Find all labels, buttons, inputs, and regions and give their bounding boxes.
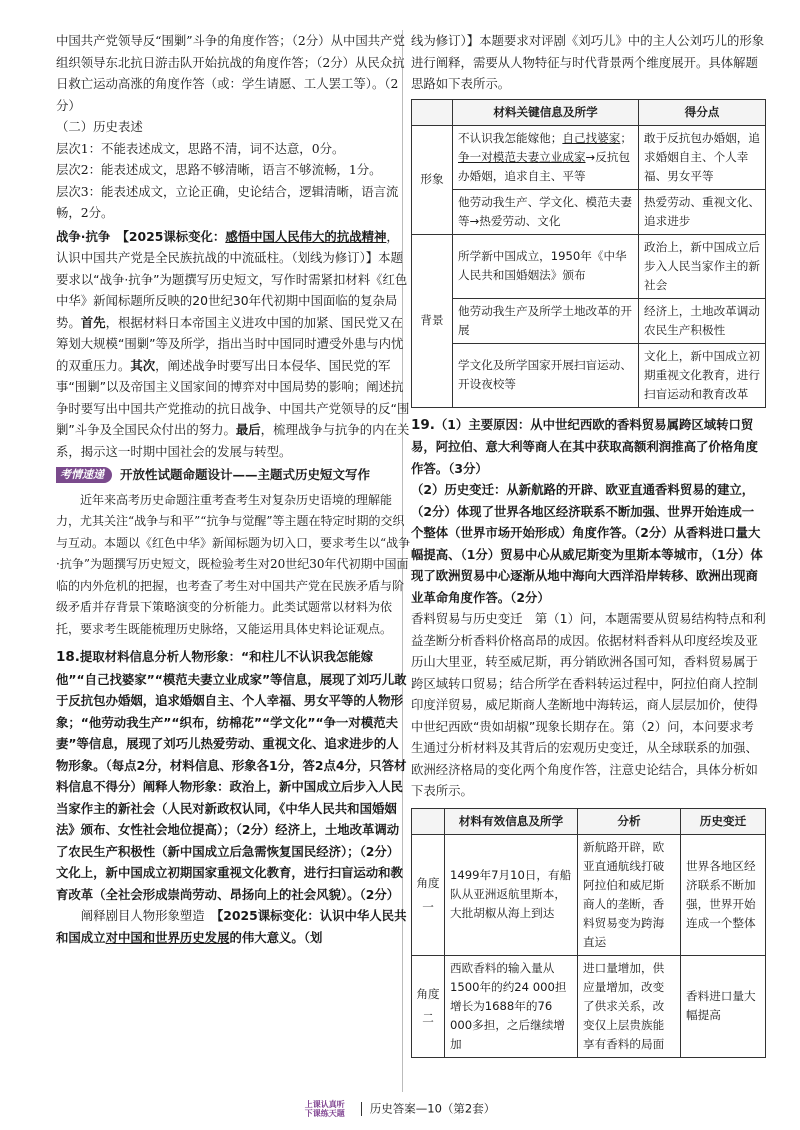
q19-analysis-text: 第（1）问，本题需要从贸易结构特点和利益垄断分析香料价格高昂的成因。依据材料香料从印度经埃及亚历山大里亚，转至威尼斯，再分销欧洲各国可知，香料贸易属于跨区域转口贸易；结合所学在香料转运过程中，阿拉伯商人控制印度洋贸易，威尼斯商人垄断地中海转运，商人层层加价，使得中世纪西欧“贵如胡椒”现象长期存在。第（2）问，本问要求考生通过分析材料及其背后的宏观历史变迁，从全球联系的加强、欧洲经济格局的变化两个角度作答，注意史论结合，具体分析如下表所示。 [411,611,766,798]
war-body-3: ，阐述战争时要写出日本侵华、国民党的军事“围剿”以及帝国主义国家间的博弈对中国局势的影响；阐述抗争时要写出中国共产党推动的抗日战争、中国共产党领导的反“围剿”斗争及全国民众付出的努力。 [56,357,410,437]
table-cell: 香料进口量大幅提高 [681,955,766,1057]
q19-part1-text: （1）主要原因：从中世纪西欧的香料贸易属跨区域转口贸易，阿拉伯、意大利等商人在其中获取高额利润推高了价格角度作答。（3分） [411,416,758,476]
table-row [412,125,766,189]
q19-number: 19. [411,416,435,433]
table-header-score: 得分点 [639,99,766,125]
cell-underline: 自己找婆家 [562,130,621,145]
cell-text: 不认识我怎能嫁他； [458,130,563,145]
logo-line-1: 上课认真听 [304,1100,345,1109]
table-cell: 进口量增加，供应量增加，改变了供求关系，改变仅上层贵族能享有香料的局面 [578,955,681,1057]
war-body-2: ，根据材料日本帝国主义进攻中国的加紧、国民党又在筹划大规模“围剿”等及所学，指出当时中国同时遭受外患与内忧的双重压力。 [56,314,404,373]
war-analysis [56,226,411,463]
q18-answer [56,646,411,905]
war-title: 战争·抗争 [56,228,111,244]
brand-logo [305,1100,345,1118]
table-cell: 西欧香料的输入量从1500年的约24 000担增长为1688年的76 000多担，之后继续增加 [445,955,578,1057]
table-header-change: 历史变迁 [681,808,766,834]
table-cell: 文化上，新中国成立初期重视文化教育，进行扫盲运动和教育改革 [639,343,766,407]
table-row [412,189,766,234]
q19-part2: （2）历史变迁：从新航路的开辟、欧亚直通香料贸易的建立，（2分）体现了世界各地区经济联系不断加强、世界开始连成一个整体（世界市场开始形成）角度作答。（2分）从香料进口量大幅提高、（1分）贸易中心从威尼斯变为里斯本等城市，（1分）体现了欧洲贸易中心逐渐从地中海向大西洋沿岸转移、欧洲出现商业革命角度作答。（2分） [411,482,763,605]
table-cell: 敢于反抗包办婚姻，追求婚姻自主、个人幸福、男女平等 [639,125,766,189]
cell-text: →反抗包办婚姻，追求自主、平等 [458,149,631,183]
table-header-row [412,808,766,834]
table-cell: 政治上，新中国成立后步入人民当家作主的新社会 [639,234,766,298]
table-cell: 他劳动我生产、学文化、模范夫妻等→热爱劳动、文化 [453,189,639,234]
angle-label-2: 角度二 [412,955,445,1057]
q18-text: 提取材料信息分析人物形象：“和柱儿不认识我怎能嫁他”“自己找婆家”“模范夫妻立业成家”等信息，展现了刘巧儿敢于反抗包办婚姻，追求婚姻自主、个人幸福、男女平等的人物形象；“他劳动我生产”“织布，纺棉花”“学文化”“争一对模范夫妻”等信息，展现了刘巧儿热爱劳动、重视文化、追求进步的人物形象。（每点2分，材料信息、形象各1分，答2点4分，只答材料信息不得分）阐释人物形象：政治上，新中国成立后步入人民当家作主的新社会（人民对新政权认同，《中华人民共和国婚姻法》颁布、女性社会地位提高）；（2分）经济上，土地改革调动了农民生产积极性（新中国成立后急需恢复国民经济）；（2分）文化上，新中国成立初期国家重视文化教育，进行扫盲运动和教育改革（全社会形成崇尚劳动、昂扬向上的社会风貌）。（2分） [56,649,407,902]
logo-line-2: 下课练天题 [304,1109,345,1118]
table-row [412,343,766,407]
angle-label-1: 角度一 [412,834,445,955]
war-first: 首先 [80,314,106,330]
page-label: 历史答案—10（第2套） [369,1101,496,1116]
table-row [412,955,766,1057]
table-header-material: 材料关键信息及所学 [453,99,639,125]
q18-change-tail: 的伟大意义。（划 [229,929,323,945]
q19-analysis [411,608,766,802]
cell-text: ； [620,130,632,145]
table-cell: 学文化及所学国家开展扫盲运动、开设夜校等 [453,343,639,407]
table-header-analysis: 分析 [578,808,681,834]
q19-analysis-title: 香料贸易与历史变迁 [411,611,523,626]
standard-change-label: 【2025课标变化： [122,228,226,244]
level-1: 层次1：不能表述成文，思路不清，词不达意，0分。 [56,140,345,156]
q18-change-underline: 对中国和世界历史发展 [105,929,230,945]
footer-separator [361,1102,362,1116]
cell-underline: 争一对模范夫妻立业成家 [458,149,586,164]
table-row [412,234,766,298]
war-body-4: ，梳理战争与抗争的内在关系，揭示这一时期中国社会的发展与转型。 [56,422,410,459]
q18-change-label: 【2025课标变化： [217,908,320,923]
table-cell [453,125,639,189]
q18-change-mid: 认识中华人民共和国成立 [56,908,407,945]
q19-part1 [411,414,766,480]
table-header-row [412,99,766,125]
exam-insight-text: 近年来高考历史命题注重考查考生对复杂历史语境的理解能力，尤其关注“战争与和平”“抗争与觉醒”等主题在特定时期的交织与互动。本题以《红色中华》新闻标题为切入口，要求考生以“战争·抗争”为题撰写历史短文，既检验考生对20世纪30年代初期中国面临的内外危机的把握，也考查了考生对中国共产党在民族矛盾与阶级矛盾并存背景下策略演变的分析能力。此类试题常以材料为依托，要求考生既能梳理历史脉络，又能运用具体史料论证观点。 [56,492,411,636]
group-label-background: 背景 [412,234,453,407]
q18-intro: 线为修订）】本题要求对评剧《刘巧儿》中的主人公刘巧儿的形象进行阐释，需要从人物特征与时代背景两个维度展开。具体解题思路如下表所示。 [411,33,765,91]
table-spice-trade [411,808,766,1058]
answer-paragraph: 中国共产党领导反“围剿”斗争的角度作答；（2分）从中国共产党组织领导东北抗日游击队开始抗战的角度作答；（2分）从民众抗日救亡运动高涨的角度作答（或：学生请愿、工人罢工等）。（2分） [56,33,405,113]
table-header-material: 材料有效信息及所学 [445,808,578,834]
war-body-1: 本题要求以“战争·抗争”为题撰写历史短文，写作时需紧扣材料《红色中华》新闻标题所反映的20世纪30年代初期中国面临的复杂局势。 [56,250,408,330]
exam-insight-title: 开放性试题命题设计——主题式历史短文写作 [120,467,371,482]
section-heading: （二）历史表述 [56,119,143,134]
standard-change-underline: 感悟中国人民伟大的抗战精神 [225,228,387,244]
q18-analysis-title: 阐释剧目人物形象塑造 [80,908,205,923]
table-cell: 他劳动我生产及所学土地改革的开展 [453,298,639,343]
page-footer [0,1100,800,1118]
group-label-image: 形象 [412,125,453,234]
table-row [412,834,766,955]
table-cell: 1499年7月10日，有船队从亚洲返航里斯本，大批胡椒从海上到达 [445,834,578,955]
war-second: 其次 [130,357,156,373]
table-cell: 热爱劳动、重视文化、追求进步 [639,189,766,234]
q18-analysis [56,905,411,948]
table-row [412,298,766,343]
left-column [56,30,411,948]
right-column [411,30,766,1058]
table-cell: 世界各地区经济联系不断加强，世界开始连成一个整体 [681,834,766,955]
exam-insight-tag: 考情速递 [56,467,112,483]
table-header-empty [412,808,445,834]
table-cell: 新航路开辟，欧亚直通航线打破阿拉伯和威尼斯商人的垄断，香料贸易变为跨海直运 [578,834,681,955]
war-last: 最后 [235,422,261,437]
table-cell: 所学新中国成立，1950年《中华人民共和国婚姻法》颁布 [453,234,639,298]
table-liuqiaoer [411,99,766,408]
q18-number: 18. [56,649,80,665]
standard-change-rest: ，认识中国共产党是全民族抗战的中流砥柱。（划线为修订）】 [56,228,399,265]
exam-insight-header [56,464,411,486]
table-header-empty [412,99,453,125]
table-cell: 经济上，土地改革调动农民生产积极性 [639,298,766,343]
level-2: 层次2：能表述成文，思路不够清晰，语言不够流畅，1分。 [56,162,382,177]
level-3: 层次3：能表述成文，立论正确，史论结合，逻辑清晰，语言流畅，2分。 [56,183,399,220]
